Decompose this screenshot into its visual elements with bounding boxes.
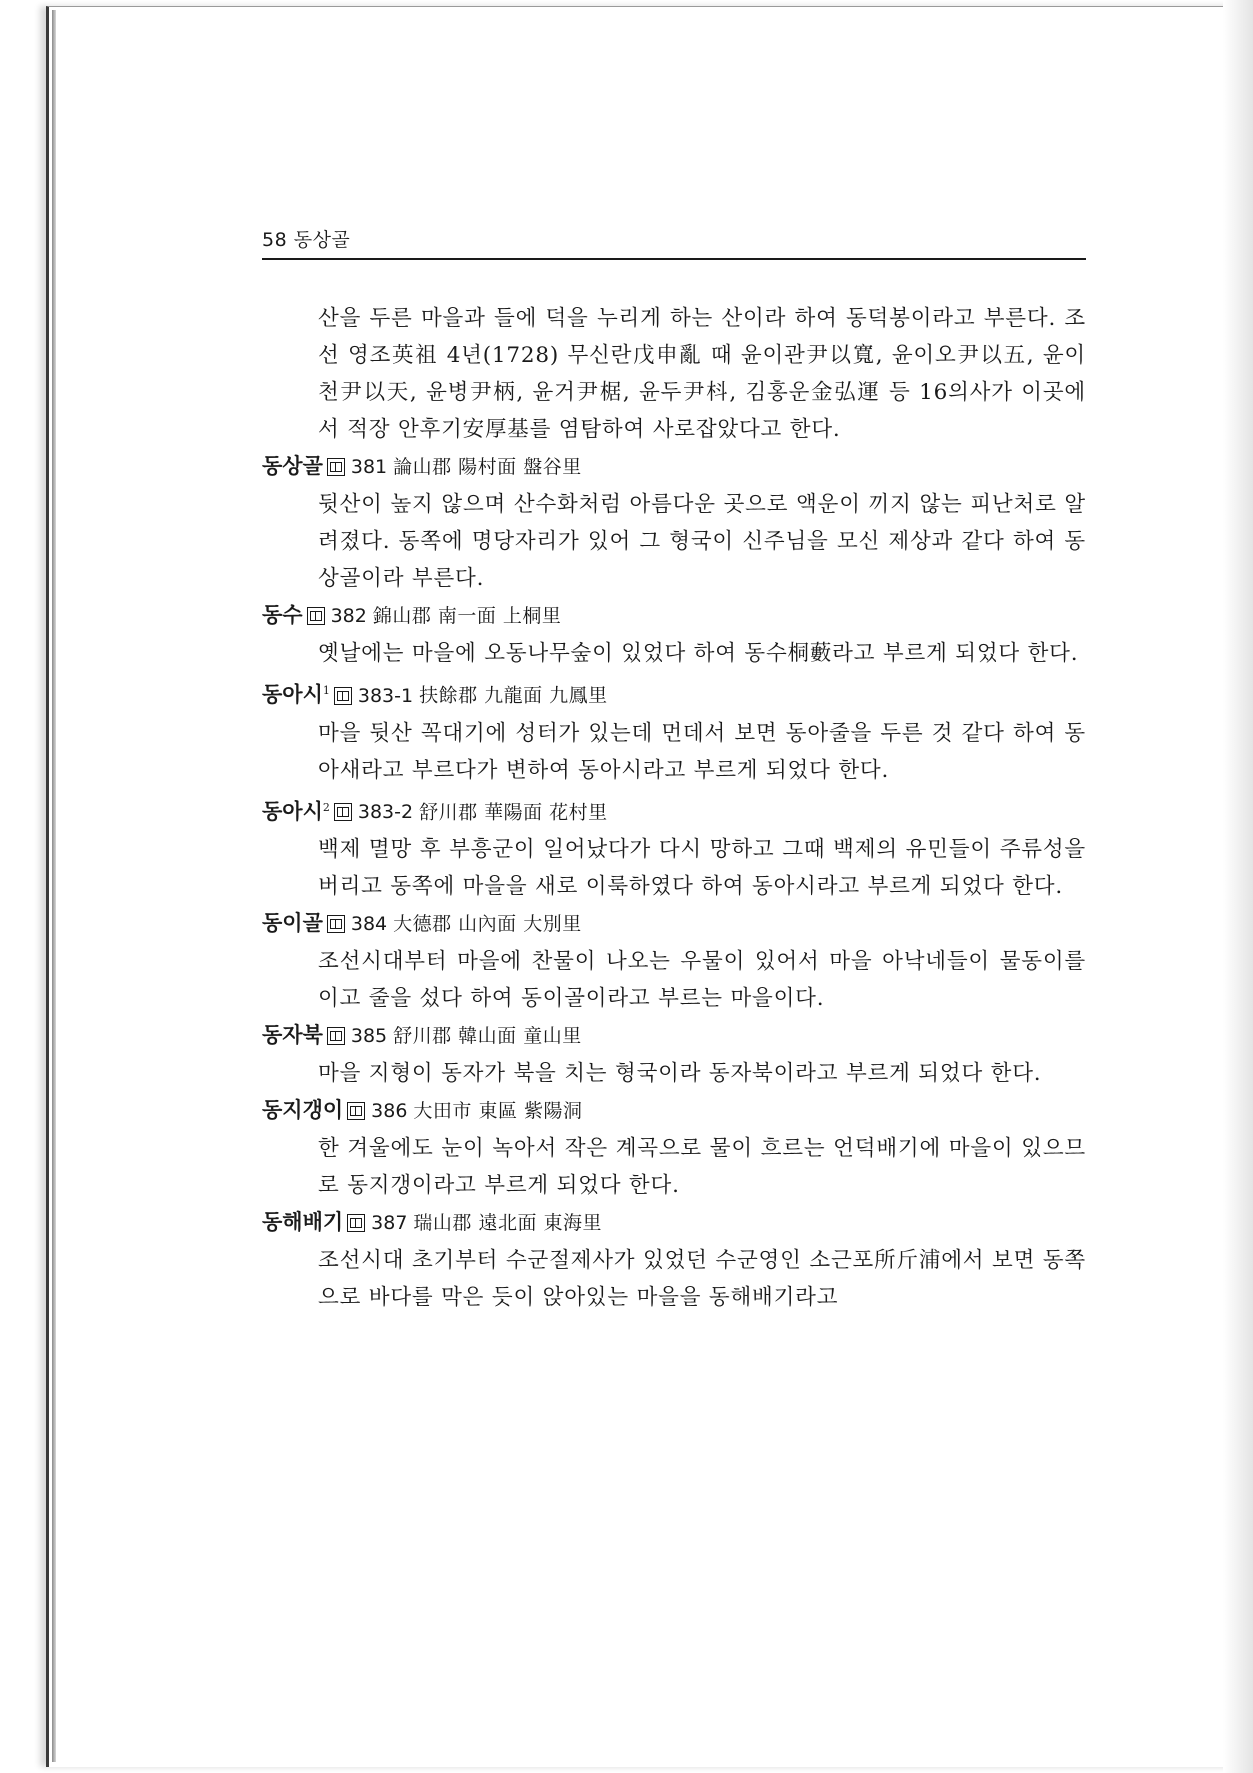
entry-headword: 동수	[262, 603, 303, 627]
village-mark-icon	[334, 687, 352, 705]
village-mark-icon	[327, 915, 345, 933]
entry-location: 大田市 東區 紫陽洞	[413, 1100, 583, 1123]
entry-location: 扶餘郡 九龍面 九鳳里	[419, 684, 608, 707]
entry-text: 백제 멸망 후 부흥군이 일어났다가 다시 망하고 그때 백제의 유민들이 주류성을 버리고 동쪽에 마을을 새로 이룩하였다 하여 동아시라고 부르게 되었다 한다.	[318, 837, 1086, 900]
entry-number: 383-1	[357, 684, 414, 707]
entry-location: 舒川郡 韓山面 童山里	[393, 1025, 582, 1048]
entry-headword: 동지갱이	[262, 1098, 344, 1123]
entry-headword: 동자북	[262, 1023, 323, 1048]
entry-number: 384	[350, 913, 388, 936]
entry-number: 385	[350, 1025, 388, 1048]
entry-headword: 동상골	[262, 454, 323, 478]
dictionary-entry	[262, 597, 1086, 672]
entry-text: 조선시대 초기부터 수군절제사가 있었던 수군영인 소근포所斤浦에서 보면 동쪽으로 바다를 막은 듯이 앉아있는 마을을 동해배기라고	[318, 1248, 1086, 1311]
entry-text: 조선시대부터 마을에 찬물이 나오는 우물이 있어서 마을 아낙네들이 물동이를 이고 줄을 섰다 하여 동이골이라고 부르는 마을이다.	[318, 949, 1086, 1012]
page-right-shadow	[1223, 0, 1253, 1773]
village-mark-icon	[334, 803, 352, 821]
entry-text: 마을 지형이 동자가 북을 치는 형국이라 동자북이라고 부르게 되었다 한다.	[318, 1061, 1042, 1087]
entry-headword: 동아시	[262, 682, 323, 707]
entry-text: 산을 두른 마을과 들에 덕을 누리게 하는 산이라 하여 동덕봉이라고 부른다. 조선 영조英祖 4년(1728) 무신란戊申亂 때 윤이관尹以寬, 윤이오尹以五, 윤이천尹以天, 윤병尹柄, 윤거尹椐, 윤두尹枓, 김홍운金弘運 등 16의사가 이곳에서 적장 안후기安厚基를 염탐하여 사로잡았다고 한다.	[318, 306, 1086, 442]
entry-head-line	[262, 1204, 1086, 1242]
entry-head-line	[262, 1092, 1086, 1130]
entry-location: 大德郡 山內面 大別里	[393, 913, 582, 936]
entry-number: 386	[371, 1100, 408, 1123]
entry-number: 381	[350, 456, 388, 478]
entry-head-line	[262, 672, 1086, 715]
entry-head-line	[262, 597, 1086, 635]
entry-number: 387	[371, 1212, 408, 1235]
dictionary-entry	[262, 448, 1086, 597]
village-mark-icon	[327, 458, 345, 476]
entry-location: 錦山郡 南一面 上桐里	[372, 605, 562, 627]
entry-head-line	[262, 1017, 1086, 1055]
dictionary-entry	[262, 672, 1086, 789]
dictionary-entry	[262, 905, 1086, 1017]
dictionary-entry	[262, 1092, 1086, 1204]
entry-location: 論山郡 陽村面 盤谷里	[393, 456, 582, 478]
village-mark-icon	[347, 1102, 365, 1120]
entry-headword: 동해배기	[262, 1210, 344, 1235]
page-header	[262, 225, 1086, 260]
entry-headword: 동아시	[262, 799, 323, 824]
dictionary-content	[262, 300, 1086, 1316]
entry-headword: 동이골	[262, 911, 323, 936]
entry-head-line	[262, 789, 1086, 832]
village-mark-icon	[347, 1214, 365, 1232]
headword-superscript: 2	[322, 800, 330, 814]
running-head: 58 동상골	[262, 229, 351, 251]
entry-head-line	[262, 905, 1086, 943]
page-binding-edge	[52, 10, 56, 1762]
entry-location: 舒川郡 華陽面 花村里	[419, 801, 608, 824]
dictionary-entry	[262, 789, 1086, 906]
entry-number: 382	[330, 605, 367, 627]
entry-number: 383-2	[357, 801, 414, 824]
entry-location: 瑞山郡 遠北面 東海里	[413, 1212, 603, 1235]
entry-text: 한 겨울에도 눈이 녹아서 작은 계곡으로 물이 흐르는 언덕배기에 마을이 있으므로 동지갱이라고 부르게 되었다 한다.	[318, 1136, 1086, 1199]
dictionary-entry	[262, 1204, 1086, 1316]
entry-head-line	[262, 448, 1086, 486]
village-mark-icon	[307, 607, 325, 625]
header-rule	[262, 258, 1086, 260]
headword-superscript: 1	[322, 684, 330, 697]
entry-text: 옛날에는 마을에 오동나무숲이 있었다 하여 동수桐藪라고 부르게 되었다 한다.	[318, 641, 1079, 666]
dictionary-entry	[262, 1017, 1086, 1092]
village-mark-icon	[327, 1027, 345, 1045]
entry-list	[262, 448, 1086, 1316]
continued-entry	[262, 300, 1086, 448]
entry-text: 마을 뒷산 꼭대기에 성터가 있는데 먼데서 보면 동아줄을 두른 것 같다 하여 동아새라고 부르다가 변하여 동아시라고 부르게 되었다 한다.	[318, 720, 1086, 783]
entry-text: 뒷산이 높지 않으며 산수화처럼 아름다운 곳으로 액운이 끼지 않는 피난처로 알려졌다. 동쪽에 명당자리가 있어 그 형국이 신주님을 모신 제상과 같다 하여 동상골이라 부른다.	[318, 492, 1086, 591]
